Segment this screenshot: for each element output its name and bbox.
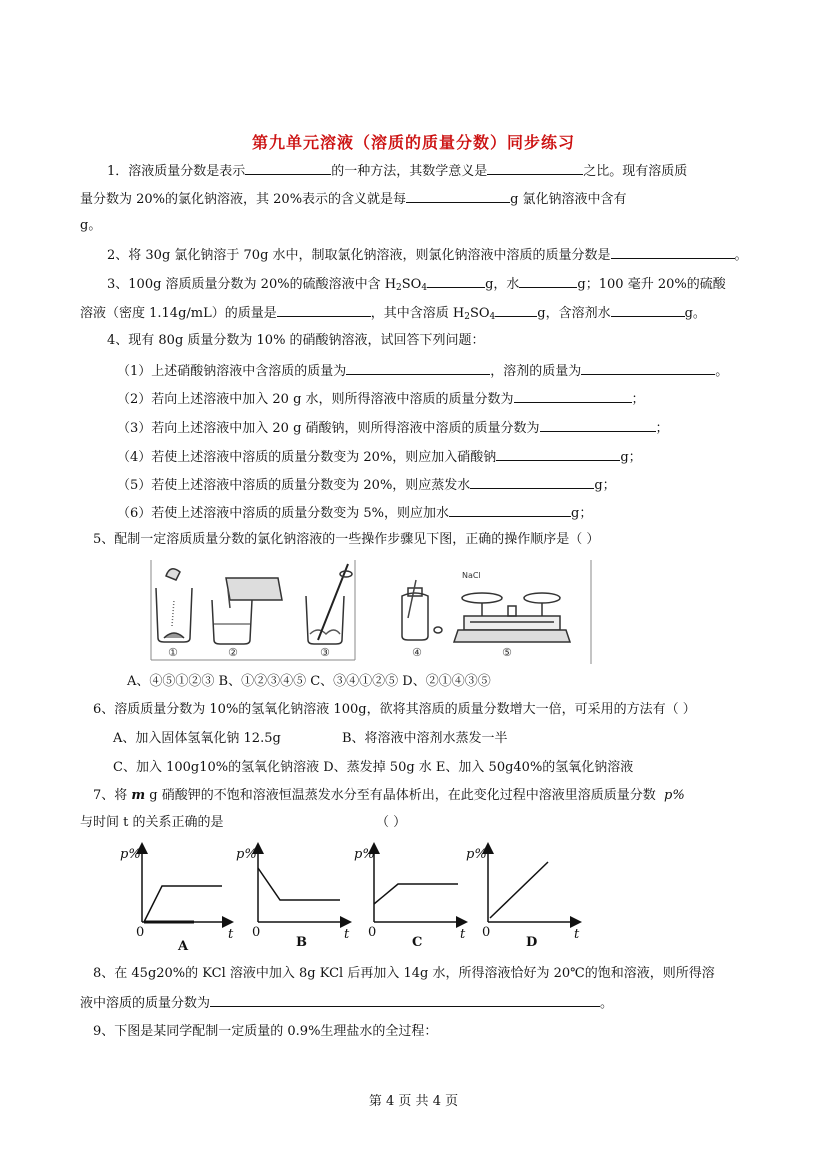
step5-number: ⑤ (502, 646, 512, 659)
q4-s4-blank[interactable] (496, 446, 620, 461)
q3-text-c: g，水 (485, 277, 520, 292)
graph-d-ylabel: p% (466, 847, 487, 862)
q7-line1 (93, 786, 685, 806)
q4-s2-text: （2）若向上述溶液中加入 20 g 水，则所得溶液中溶质的质量分数为 (117, 392, 514, 407)
page-title: 第九单元溶液（溶质的质量分数）同步练习 (251, 133, 575, 152)
lab-steps-illustration (150, 560, 592, 664)
q4-s6-text: （6）若使上述溶液中溶质的质量分数变为 5%，则应加水 (117, 506, 450, 521)
q1-text-d: 量分数为 20%的氯化钠溶液，其 20%表示的含义就是每 (80, 192, 407, 207)
q4-s1-text-a: （1）上述硝酸钠溶液中含溶质的质量为 (117, 364, 347, 379)
q4-s3-blank[interactable] (540, 417, 656, 432)
q3-sub-4: 4 (489, 312, 496, 322)
graph-a-ylabel: p% (120, 847, 141, 862)
q1-blank-2[interactable] (487, 160, 583, 175)
step2-number: ② (228, 646, 238, 659)
graph-b-xlabel: t (344, 927, 350, 942)
q4-sub2 (117, 388, 645, 410)
graph-c (374, 848, 462, 922)
q3-text-a: 3、100g 溶质质量分数为 20%的硫酸溶液中含 H (107, 277, 397, 292)
graph-b (258, 848, 346, 922)
q6-stem: 6、溶质质量分数为 10%的氢氧化钠溶液 100g，欲将其溶质的质量分数增大一倍，可采用的方法有（ ） (93, 702, 696, 717)
q7-answer-parens: （ ） (376, 815, 407, 830)
graph-d-label: D (526, 935, 538, 950)
q4-s6-end: g； (571, 506, 593, 521)
q8-text-b: 液中溶质的质量分数为 (80, 996, 211, 1011)
step3-stir (306, 564, 352, 644)
step1-number: ① (168, 646, 178, 659)
graph-a-label: A (178, 939, 189, 954)
q4-s1-text-b: ，溶剂的质量为 (490, 364, 582, 379)
q4-s2-blank[interactable] (514, 388, 632, 403)
q6-option-b: B、将溶液中溶剂水蒸发一半 (342, 731, 508, 746)
q1-line2 (80, 188, 627, 210)
q1-line1 (107, 160, 687, 182)
q4-sub4 (117, 446, 642, 468)
q5-lab-operations-figure (150, 560, 592, 664)
step2-pour (212, 578, 282, 644)
q4-s6-blank[interactable] (449, 502, 571, 517)
q2-text: 2、将 30g 氯化钠溶于 70g 水中，制取氯化钠溶液，则氯化钠溶液中溶质的质量分数是 (107, 248, 611, 263)
step4-reagent-bottle (402, 580, 442, 640)
q8-end: 。 (600, 996, 614, 1011)
graph-c-label: C (412, 935, 423, 950)
step5-balance (454, 593, 570, 642)
q4-s5-end: g； (594, 478, 616, 493)
q3-sub-3: 2 (464, 312, 470, 322)
q5-options: A、④⑤①②③ B、①②③④⑤ C、③④①②⑤ D、②①④③⑤ (127, 674, 491, 689)
q4-sub6 (117, 502, 592, 524)
q3-sub-1: 2 (396, 283, 402, 293)
q3-line1 (107, 273, 726, 298)
q3-text-h: g。 (684, 306, 706, 321)
q3-text-g: g，含溶剂水 (537, 306, 611, 321)
q3-text-b: SO (401, 277, 422, 292)
q7-m: m (131, 788, 146, 803)
graph-c-origin: 0 (368, 925, 377, 940)
graph-a (142, 848, 228, 922)
q3-blank-5[interactable] (611, 302, 685, 317)
graph-b-origin: 0 (252, 925, 261, 940)
q3-text-b2: SO (469, 306, 490, 321)
q3-text-d: g；100 毫升 20%的硫酸 (577, 277, 726, 292)
q4-s3-end: ； (655, 421, 669, 436)
q1-line3: g。 (80, 218, 102, 233)
q7-graphs (110, 838, 620, 958)
q4-s1-blank-2[interactable] (581, 360, 715, 375)
q4-s2-end: ； (631, 392, 645, 407)
q2-line (107, 244, 748, 266)
q7-line2: 与时间 t 的关系正确的是 (80, 815, 224, 830)
q4-s1-text-c: 。 (715, 364, 729, 379)
q4-s4-end: g； (620, 450, 642, 465)
q7-text-a: 7、将 (93, 788, 132, 803)
q4-sub1 (117, 360, 728, 382)
step3-number: ③ (320, 646, 330, 659)
q8-blank[interactable] (210, 992, 600, 1007)
q4-s5-text: （5）若使上述溶液中溶质的质量分数变为 20%，则应蒸发水 (117, 478, 471, 493)
q6-options-cde: C、加入 100g10%的氢氧化钠溶液 D、蒸发掉 50g 水 E、加入 50g40%的氢氧化钠溶液 (113, 760, 634, 775)
graph-b-ylabel: p% (236, 847, 257, 862)
step1-beaker (156, 569, 192, 642)
graph-a-xlabel: t (228, 927, 234, 942)
graph-d (488, 848, 576, 922)
q3-text-f: ，其中含溶质 H (370, 306, 465, 321)
graph-a-origin: 0 (136, 925, 145, 940)
q3-blank-2[interactable] (519, 273, 577, 288)
q6-option-a: A、加入固体氢氧化钠 12.5g (113, 731, 281, 746)
q4-stem: 4、现有 80g 质量分数为 10% 的硝酸钠溶液，试回答下列问题： (107, 333, 485, 348)
graph-b-label: B (296, 935, 307, 950)
q2-blank[interactable] (611, 244, 735, 259)
q4-s3-text: （3）若向上述溶液中加入 20 g 硝酸钠，则所得溶液中溶质的质量分数为 (117, 421, 540, 436)
q3-sub-2: 4 (421, 283, 428, 293)
q1-blank-3[interactable] (406, 188, 510, 203)
q1-text-c: 之比。现有溶质质 (583, 164, 688, 179)
page-footer: 第 4 页 共 4 页 (368, 1094, 459, 1109)
q3-blank-3[interactable] (277, 302, 371, 317)
q2-end: 。 (734, 248, 748, 263)
q7-text-b: g 硝酸钾的不饱和溶液恒温蒸发水分至有晶体析出，在此变化过程中溶液里溶质质量分数 (145, 788, 656, 803)
graph-c-ylabel: p% (354, 847, 375, 862)
q4-s4-text: （4）若使上述溶液中溶质的质量分数变为 20%，则应加入硝酸钠 (117, 450, 497, 465)
graph-d-xlabel: t (574, 927, 580, 942)
q3-text-e: 溶液（密度 1.14g/mL）的质量是 (80, 306, 277, 321)
graph-c-xlabel: t (460, 927, 466, 942)
q5-stem: 5、配制一定溶质质量分数的氯化钠溶液的一些操作步骤见下图，正确的操作顺序是（ ） (93, 532, 600, 547)
q1-blank-1[interactable] (245, 160, 331, 175)
q1-text-a: 1．溶液质量分数是表示 (107, 164, 246, 179)
q1-text-e: g 氯化钠溶液中含有 (510, 192, 627, 207)
q1-text-b: 的一种方法，其数学意义是 (331, 164, 488, 179)
q9-stem: 9、下图是某同学配制一定质量的 0.9%生理盐水的全过程： (93, 1024, 438, 1039)
q4-sub5 (117, 474, 616, 496)
q3-blank-1[interactable] (427, 273, 485, 288)
q3-line2 (80, 302, 706, 327)
q3-blank-4[interactable] (495, 302, 537, 317)
q4-s5-blank[interactable] (470, 474, 594, 489)
nacl-label: NaCl (462, 571, 481, 580)
q4-sub3 (117, 417, 669, 439)
graph-d-origin: 0 (482, 925, 491, 940)
q8-line1: 8、在 45g20%的 KCl 溶液中加入 8g KCl 后再加入 14g 水，所得溶液恰好为 20℃的饱和溶液，则所得溶 (93, 966, 715, 981)
q4-s1-blank-1[interactable] (346, 360, 490, 375)
q7-p: p% (664, 788, 685, 803)
step4-number: ④ (412, 646, 422, 659)
q8-line2 (80, 992, 613, 1014)
